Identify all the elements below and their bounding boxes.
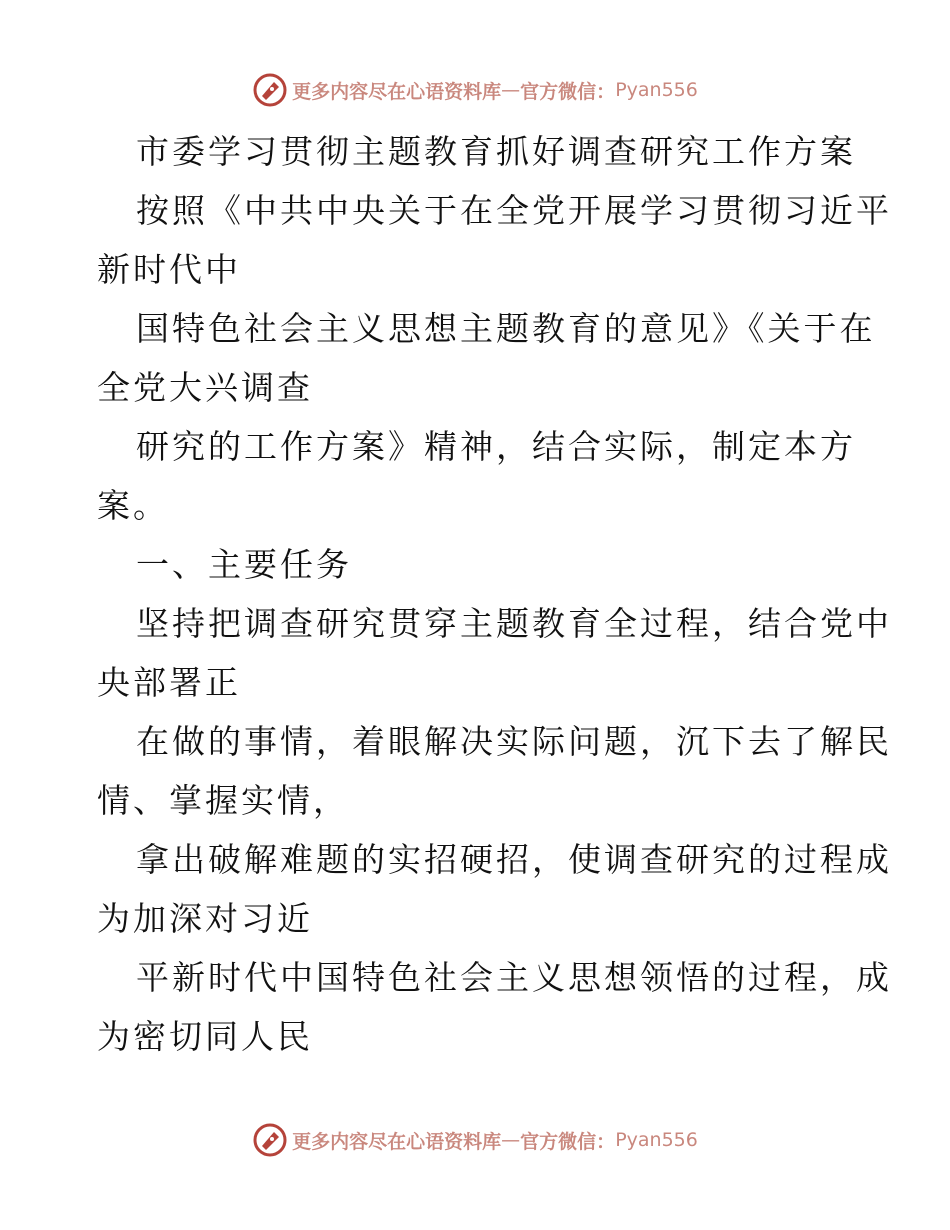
watermark-brand: 更多内容尽在心语资料库 [292,80,502,103]
text-line: 研究的工作方案》精神，结合实际，制定本方 [136,427,856,466]
watermark-dash: — [501,1129,521,1151]
watermark-dash: — [501,79,521,101]
text-line: 在做的事情，着眼解决实际问题，沉下去了解民 [136,722,892,761]
watermark-wechat-label: 官方微信： [520,1130,616,1153]
text-line: 按照《中共中央关于在全党开展学习贯彻习近平 [136,191,892,230]
watermark-brand: 更多内容尽在心语资料库 [292,1130,502,1153]
watermark-wechat-label: 官方微信： [520,80,616,103]
text-line: 坚持把调查研究贯穿主题教育全过程，结合党中 [136,604,892,643]
text-line: 新时代中 [97,250,241,289]
text-line: 平新时代中国特色社会主义思想领悟的过程，成 [136,958,892,997]
pen-nib-logo-icon [252,72,288,108]
watermark-wechat-id: Pyan556 [615,1129,698,1151]
text-line: 为密切同人民 [97,1017,313,1056]
text-line: 为加深对习近 [97,899,313,938]
text-line: 市委学习贯彻主题教育抓好调查研究工作方案 [136,132,856,171]
text-line: 案。 [97,486,169,525]
text-line: 国特色社会主义思想主题教育的意见》《关于在 [136,309,876,348]
footer-watermark [0,1120,950,1160]
text-line: 情、掌握实情， [97,781,349,820]
text-line: 央部署正 [97,663,241,702]
document-body [97,122,892,1066]
pen-nib-logo-icon [252,1122,288,1158]
text-line: 拿出破解难题的实招硬招，使调查研究的过程成 [136,840,892,879]
text-line: 全党大兴调查 [97,368,313,407]
header-watermark [0,70,950,110]
text-line: 一、主要任务 [136,545,352,584]
watermark-wechat-id: Pyan556 [615,79,698,101]
